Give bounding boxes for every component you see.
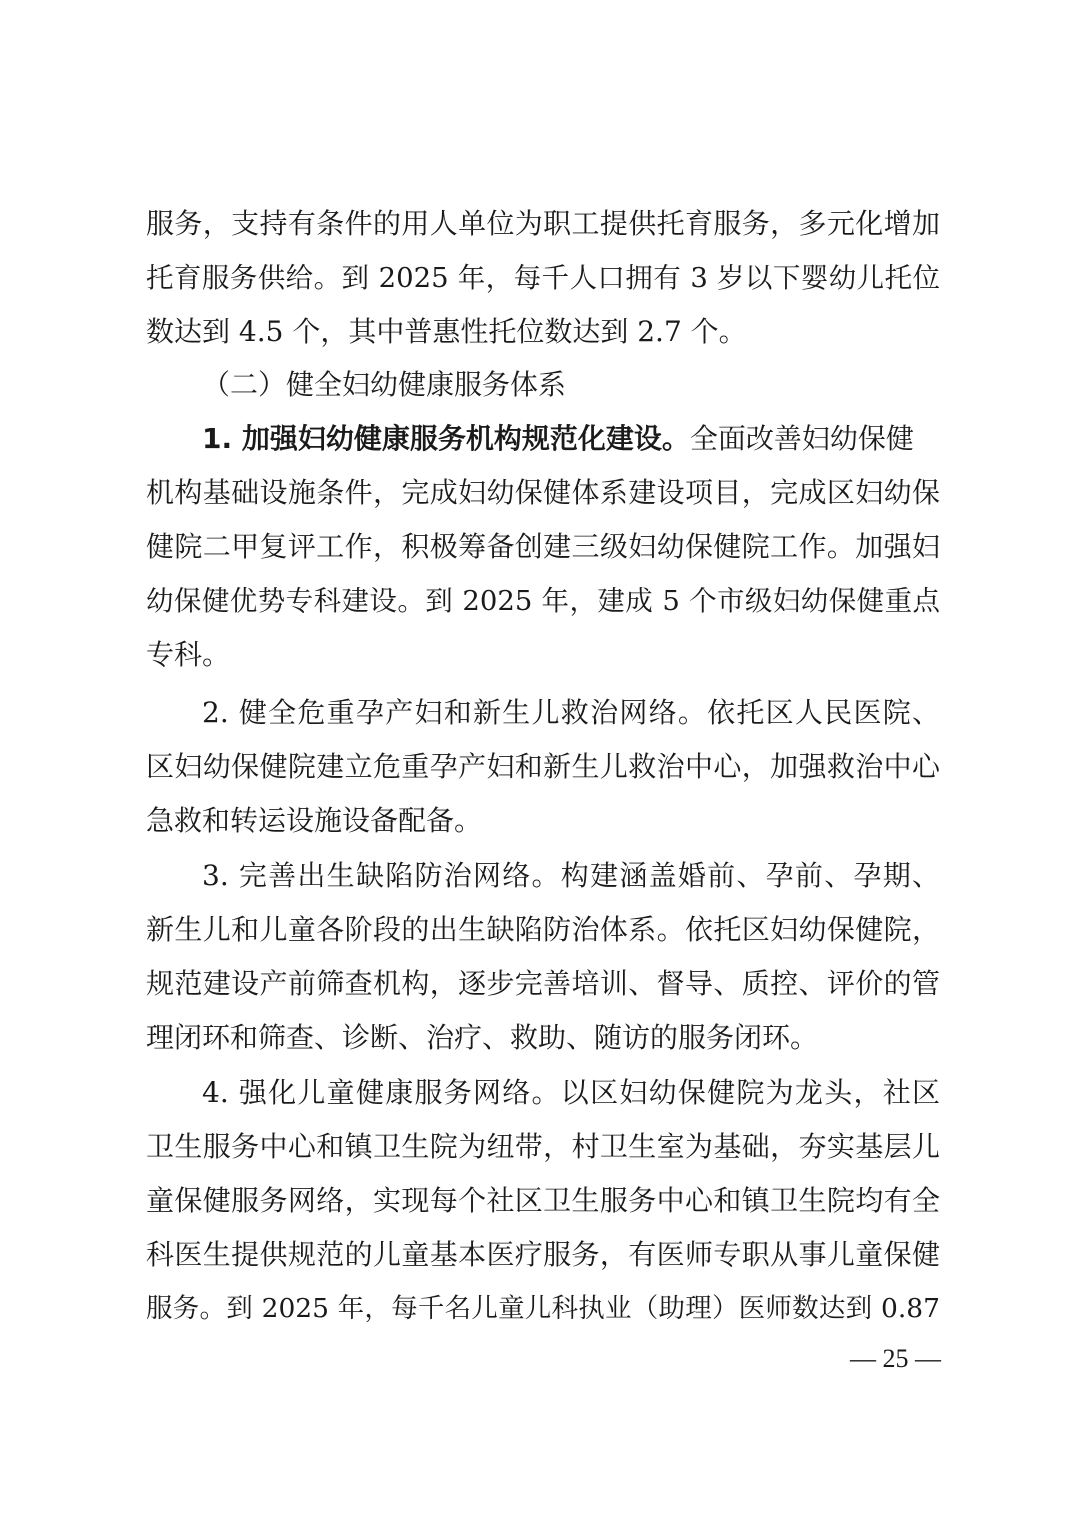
body-text-line: 卫生服务中心和镇卫生院为纽带，村卫生室为基础，夯实基层儿 bbox=[146, 1130, 940, 1163]
paragraph-4-first-line: 4. 强化儿童健康服务网络。以区妇幼保健院为龙头，社区 bbox=[202, 1076, 940, 1109]
body-text-line: 数达到 4.5 个，其中普惠性托位数达到 2.7 个。 bbox=[146, 315, 747, 348]
paragraph-1-text: 全面改善妇幼保健 bbox=[689, 422, 914, 455]
body-text-line: 服务。到 2025 年，每千名儿童儿科执业（助理）医师数达到 0.87 bbox=[146, 1293, 940, 1324]
body-text-line: 机构基础设施条件，完成妇幼保健体系建设项目，完成区妇幼保 bbox=[146, 476, 940, 509]
body-text-line: 童保健服务网络，实现每个社区卫生服务中心和镇卫生院均有全 bbox=[146, 1184, 940, 1217]
body-text-line: 服务，支持有条件的用人单位为职工提供托育服务，多元化增加 bbox=[146, 207, 940, 240]
section-heading: （二）健全妇幼健康服务体系 bbox=[202, 368, 567, 401]
body-text-line: 新生儿和儿童各阶段的出生缺陷防治体系。依托区妇幼保健院， bbox=[146, 913, 940, 946]
paragraph-2-first-line: 2. 健全危重孕产妇和新生儿救治网络。依托区人民医院、 bbox=[202, 696, 940, 729]
paragraph-3-first-line: 3. 完善出生缺陷防治网络。构建涵盖婚前、孕前、孕期、 bbox=[202, 859, 940, 892]
paragraph-1-title: 1. 加强妇幼健康服务机构规范化建设。 bbox=[202, 422, 690, 455]
body-text-line: 专科。 bbox=[146, 638, 231, 671]
page-number: — 25 — bbox=[850, 1344, 941, 1373]
body-text-line: 幼保健优势专科建设。到 2025 年，建成 5 个市级妇幼保健重点 bbox=[146, 585, 940, 617]
body-text-line: 急救和转运设施设备配备。 bbox=[146, 804, 483, 837]
body-text-line: 理闭环和筛查、诊断、治疗、救助、随访的服务闭环。 bbox=[146, 1021, 819, 1054]
paragraph-1-first-line bbox=[202, 412, 940, 466]
body-text-line: 健院二甲复评工作，积极筹备创建三级妇幼保健院工作。加强妇 bbox=[146, 530, 940, 563]
body-text-line: 规范建设产前筛查机构，逐步完善培训、督导、质控、评价的管 bbox=[146, 967, 940, 1000]
body-text-line: 区妇幼保健院建立危重孕产妇和新生儿救治中心，加强救治中心 bbox=[146, 750, 940, 783]
body-text-line: 托育服务供给。到 2025 年，每千人口拥有 3 岁以下婴幼儿托位 bbox=[146, 262, 940, 294]
body-text-line: 科医生提供规范的儿童基本医疗服务，有医师专职从事儿童保健 bbox=[146, 1238, 940, 1271]
